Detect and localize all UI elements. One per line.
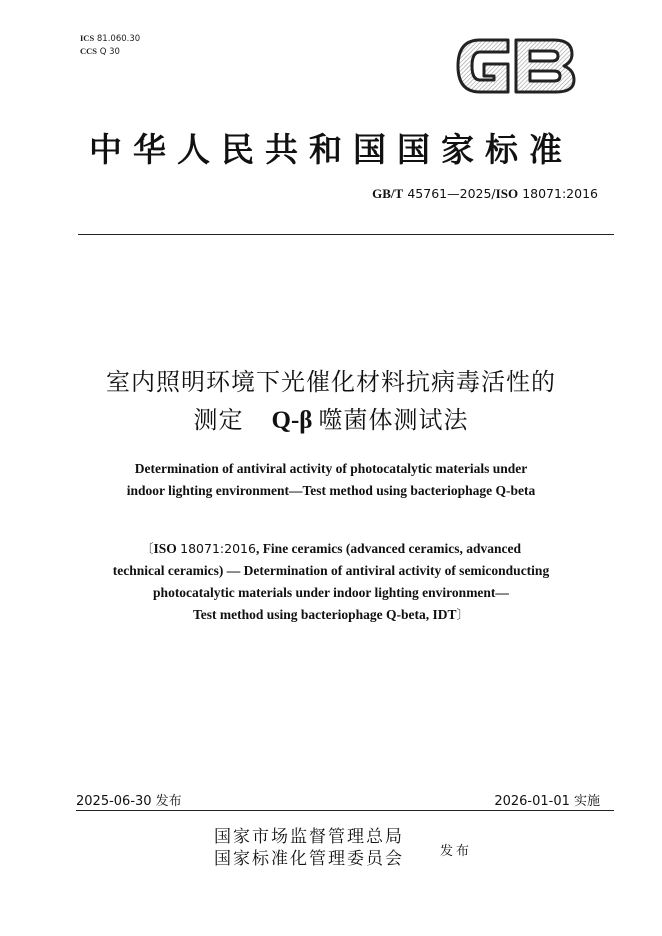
iso-label: ISO: [495, 186, 519, 201]
title-cn-line2-b: 噬菌体测试法: [318, 406, 469, 434]
iso-reference-line4-text: Test method using bacteriophage Q-beta, IDT: [192, 607, 457, 622]
open-bracket: 〔: [140, 541, 154, 556]
header-divider: [78, 234, 614, 235]
title-cn-line2-latin: Q-β: [271, 407, 313, 434]
classification-codes: [80, 32, 140, 58]
iso-reference-line4: [0, 604, 662, 626]
gbt-label: GB/T: [372, 186, 404, 201]
gb-logo-icon: [450, 30, 580, 102]
iso-number: 18071:2016: [522, 186, 598, 201]
title-en-line2: indoor lighting environment—Test method using bacteriophage Q-beta: [126, 483, 536, 498]
ccs-code: [80, 45, 140, 58]
iso-reference-line1-rest: , Fine ceramics (advanced ceramics, advanced: [255, 541, 522, 556]
issuing-authorities: [214, 826, 404, 870]
iso-reference-number: 18071:2016: [180, 541, 256, 556]
iso-reference: [0, 538, 662, 626]
close-bracket: 〕: [456, 607, 470, 622]
ics-code: [80, 32, 140, 45]
title-en: [0, 458, 662, 502]
ccs-value: Q 30: [99, 47, 120, 57]
title-en-line1: Determination of antiviral activity of photocatalytic materials under: [134, 461, 528, 476]
standard-category-title: 中华人民共和国国家标准: [89, 130, 573, 169]
title-cn-line2: [0, 400, 662, 435]
iso-reference-line2: technical ceramics) — Determination of antiviral activity of semiconducting: [112, 563, 550, 578]
title-cn-line1: 室内照明环境下光催化材料抗病毒活性的: [106, 368, 556, 396]
iso-reference-iso: ISO: [153, 541, 177, 556]
ics-label: ICS: [80, 33, 95, 43]
issuer-sac: 国家标准化管理委员会: [214, 849, 404, 869]
ics-value: 81.060.30: [96, 34, 141, 44]
footer-divider: [76, 810, 614, 811]
title-cn-line2-a: 测定: [193, 406, 244, 434]
implementation-date: 2026-01-01 实施: [494, 794, 600, 809]
publish-label: 发布: [440, 844, 473, 859]
issue-date: 2025-06-30 发布: [76, 794, 182, 809]
iso-reference-line3: photocatalytic materials under indoor lighting environment—: [153, 585, 509, 600]
gbt-number: 45761—2025/: [407, 186, 496, 201]
issuer-samr: 国家市场监督管理总局: [214, 827, 404, 847]
standard-number: [372, 186, 598, 202]
ccs-label: CCS: [80, 46, 98, 56]
iso-reference-line1: [0, 538, 662, 560]
